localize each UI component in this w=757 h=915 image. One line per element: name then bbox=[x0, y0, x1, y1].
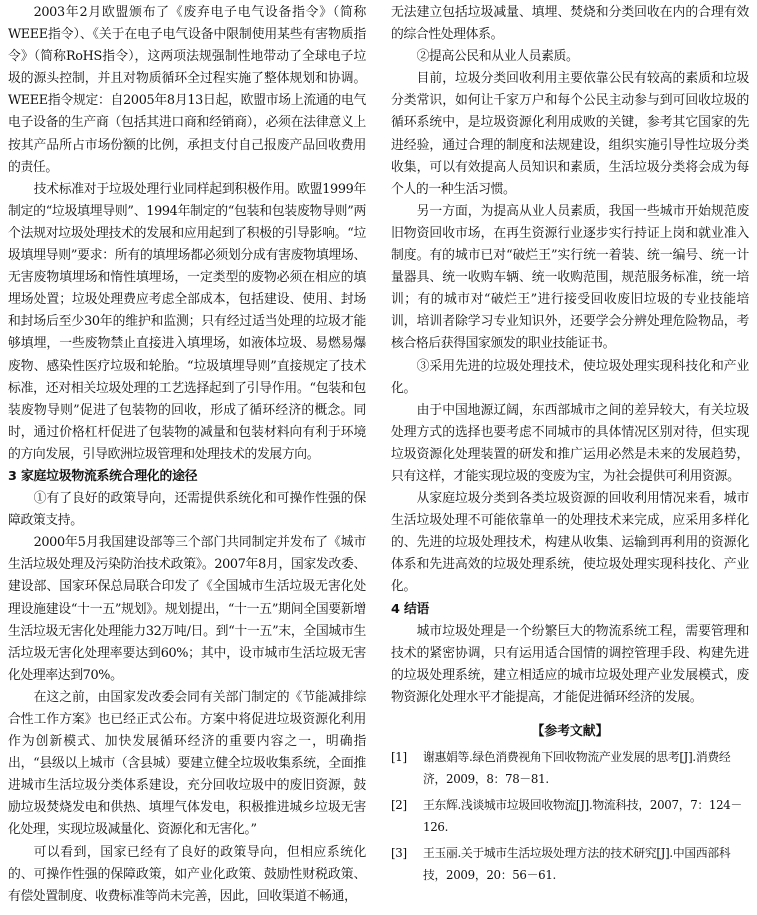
paragraph: 2000年5月我国建设部等三个部门共同制定并发布了《城市生活垃圾处理及污染防治技术政策》。2007年8月，国家发改委、建设部、国家环保总局联合印发了《全国城市生活垃圾无害化处理设施建设“十一五”规划》。规划提出，“十一五”期间全国要新增生活垃圾无害化处理能力32万吨/日。到“十一五”末，全国城市生活垃圾无害化处理率要达到60%；其中，设市城市生活垃圾无害化处理率达到70%。 bbox=[8, 535, 366, 683]
reference-item bbox=[391, 747, 749, 790]
paragraph: ②提高公民和从业人员素质。 bbox=[416, 49, 579, 65]
paragraph: ③采用先进的垃圾处理技术，使垃圾处理实现科技化和产业化。 bbox=[391, 358, 749, 396]
paragraph: 由于中国地源辽阔，东西部城市之间的差异较大，有关垃圾处理方式的选择也要考虑不同城市的具体情况区别对待，但实现垃圾资源化处理装置的研发和推广运用必然是未来的发展趋势，只有这样，才能实现垃圾的变废为宝，为社会提供可利用资源。 bbox=[391, 402, 749, 484]
right-column bbox=[391, 2, 749, 891]
reference-text: 谢惠娟等.绿色消费视角下回收物流产业发展的思考[J].消费经济，2009，8：78－81. bbox=[423, 750, 731, 786]
references-title: 【参考文献】 bbox=[531, 724, 609, 739]
section-heading: 3 家庭垃圾物流系统合理化的途径 bbox=[8, 468, 198, 484]
paragraph: 从家庭垃圾分类到各类垃圾资源的回收利用情况来看，城市生活垃圾处理不可能依靠单一的处理技术来完成，应采用多样化的、先进的垃圾处理技术，构建从收集、运输到再利用的资源化体系和先进高效的垃圾处理系统，使垃圾处理实现科技化、产业化。 bbox=[391, 491, 749, 595]
paragraph: 目前，垃圾分类回收利用主要依靠公民有较高的素质和垃圾分类常识，如何让千家万户和每个公民主动参与到可回收垃圾的循环系统中，是垃圾资源化利用成败的关键，参考其它国家的先进经验，通过合理的制度和法规建设，组织实施引导性垃圾分类收集，可以有效提高人员知识和素质，生活垃圾分类将会成为每个人的一种生活习惯。 bbox=[391, 71, 749, 197]
left-column bbox=[8, 2, 366, 908]
paragraph: 无法建立包括垃圾减量、填埋、焚烧和分类回收在内的合理有效的综合性处理体系。 bbox=[391, 5, 749, 43]
paragraph: 可以看到，国家已经有了良好的政策导向，但相应系统化的、可操作性强的保障政策，如产业化政策、鼓励性财税政策、有偿处置制度、收费标准等尚未完善，因此，回收渠道不畅通， bbox=[8, 844, 366, 904]
reference-text: 王玉丽.关于城市生活垃圾处理方法的技术研究[J].中国西部科技，2009，20：56－61. bbox=[423, 846, 731, 882]
references bbox=[391, 721, 749, 886]
reference-number: [1] bbox=[391, 750, 407, 764]
reference-item bbox=[391, 795, 749, 838]
reference-item bbox=[391, 843, 749, 886]
paragraph: 2003年2月欧盟颁布了《废弃电子电气设备指令》（简称WEEE指令）、《关于在电子电气设备中限制使用某些有害物质指令》（简称RoHS指令），这两项法规强制性地带动了全球电子垃圾的源头控制，并且对物质循环全过程实施了整体规划和协调。WEEE指令规定：自2005年8月13日起，欧盟市场上流通的电气电子设备的生产商（包括其进口商和经销商），必须在法律意义上按其产品所占市场份额的比例，承担支付自己报废产品回收费用的责任。 bbox=[8, 5, 366, 175]
paragraph: 城市垃圾处理是一个纷繁巨大的物流系统工程，需要管理和技术的紧密协调，只有运用适合国情的调控管理手段、构建先进的垃圾处理系统，建立相适应的城市垃圾处理产业发展模式，废物资源化处理水平才能提高，才能促进循环经济的发展。 bbox=[391, 623, 749, 705]
paragraph: 技术标准对于垃圾处理行业同样起到积极作用。欧盟1999年制定的“垃圾填埋导则”、1994年制定的“包装和包装废物导则”两个法规对垃圾处理技术的发展和应用起到了积极的引导影响。“垃圾填埋导则”要求：所有的填埋场都必须划分成有害废物填埋场、无害废物填埋场和惰性填埋场，一定类型的废物必须在相应的填埋场处置；垃圾处理费应考虑全部成本，包括建设、使用、封场和封场后至少30年的维护和监测；只有经过适当处理的垃圾才能够填埋，一些废物禁止直接进入填埋场，如液体垃圾、易燃易爆废物、感染性医疗垃圾和轮胎。“垃圾填埋导则”直接规定了技术标准，还对相关垃圾处理的工艺选择起到了引导作用。“包装和包装废物导则”促进了包装物的回收，形成了循环经济的概念。同时，通过价格杠杆促进了包装物的减量和包装材料向有利于环境的方向发展，引导欧洲垃圾管理和处理技术的发展方向。 bbox=[8, 181, 366, 462]
reference-number: [2] bbox=[391, 798, 407, 812]
reference-number: [3] bbox=[391, 846, 407, 860]
paragraph: ①有了良好的政策导向，还需提供系统化和可操作性强的保障政策支持。 bbox=[8, 491, 366, 529]
paragraph: 另一方面，为提高从业人员素质，我国一些城市开始规范废旧物资回收市场，在再生资源行业逐步实行持证上岗和就业准入制度。有的城市已对“破烂王”实行统一着装、统一编号、统一计量器具、统一收购车辆、统一收购范围，规范服务标准，统一培训；有的城市对“破烂王”进行接受回收废旧垃圾的专业技能培训，培训者除学习专业知识外，还要学会分辨处理危险物品，考核合格后获得国家颁发的职业技能证书。 bbox=[391, 203, 749, 352]
section-heading: 4 结语 bbox=[391, 601, 430, 617]
reference-text: 王东辉.浅谈城市垃圾回收物流[J].物流科技，2007，7：124－126. bbox=[423, 798, 743, 834]
paragraph: 在这之前，由国家发改委会同有关部门制定的《节能减排综合性工作方案》也已经正式公布。方案中将促进垃圾资源化利用作为创新模式、加快发展循环经济的重要内容之一，明确指出，“县级以上城市（含县城）要建立健全垃圾收集系统，全面推进城市生活垃圾分类体系建设，充分回收垃圾中的废旧资源，鼓励垃圾焚烧发电和供热、填埋气体发电，积极推进城乡垃圾无害化处理，实现垃圾减量化、资源化和无害化。” bbox=[8, 689, 366, 838]
